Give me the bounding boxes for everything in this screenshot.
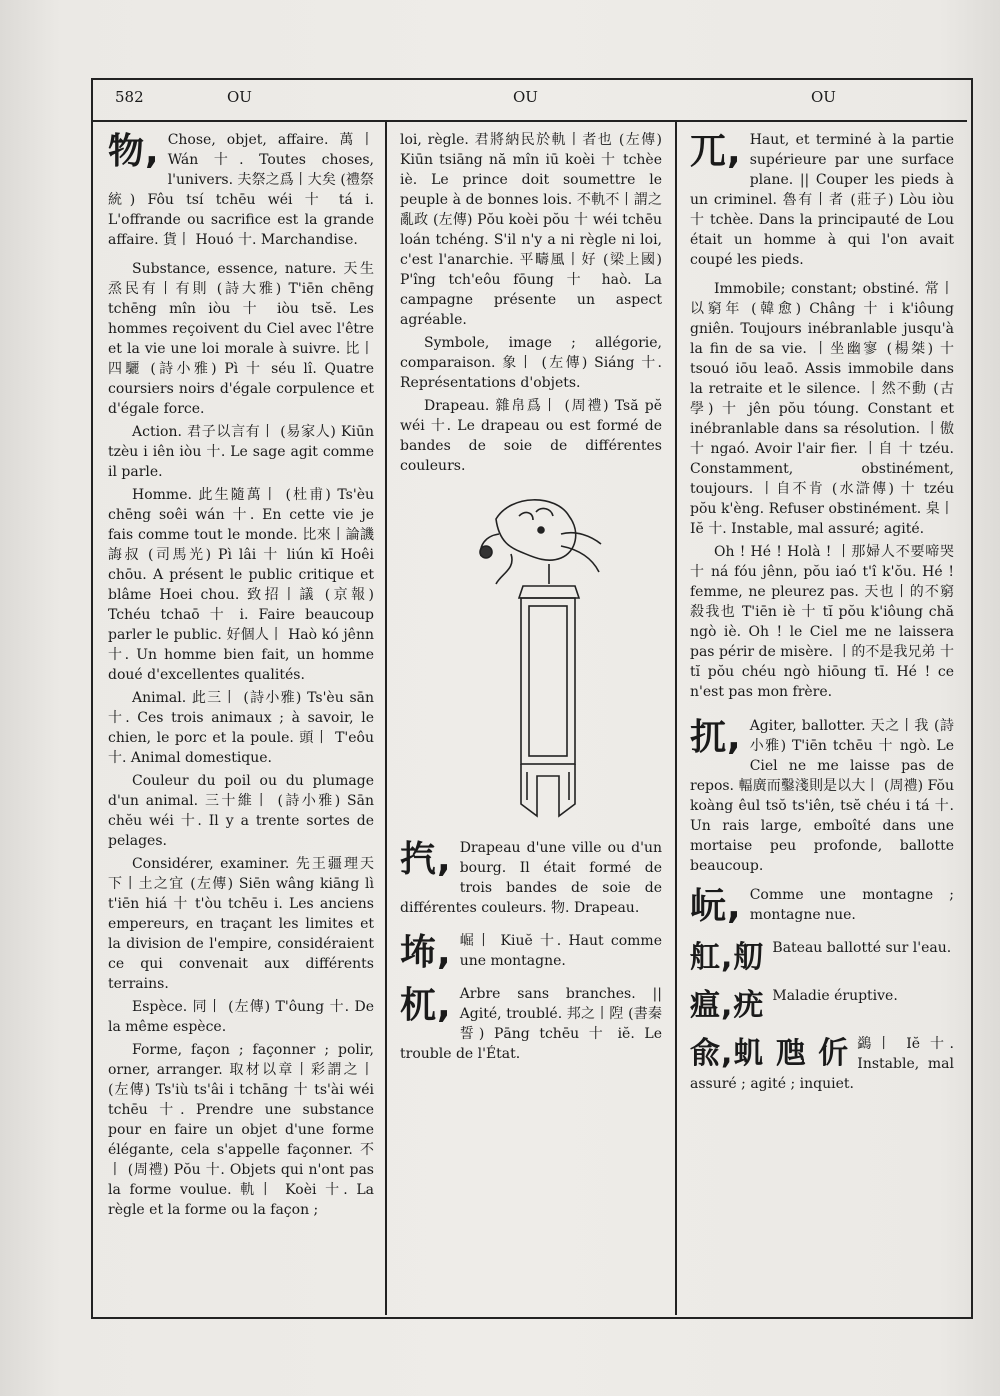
head-character: 扤, [690,717,742,758]
head-character: 兀, [690,131,742,172]
head-character: 㧉, [400,839,452,880]
entry-paragraph: Symbole, image ; allégorie, comparaison. 象丨 (左傳) Siáng 十. Représentations d'objets. [400,335,662,391]
head-character: 瘟,疣 [690,988,765,1023]
entry-paragraph: Oh ! Hé ! Holà ! 丨那婦人不要啼哭 十 ná fóu jênn, pŏu iaó t'î k'ŏu. Hé ! femme, ne pleurez pas. 天也丨的不窮殺我也 T'iēn iè 十 tĭ pŏu k'iôung chă ngò iè. Oh ! le Ciel me ne laissera pas périr de misère. 丨的不是我兄弟 十 tĭ pŏu chéu ngò hiōung tī. Hé ! ce n'est pas mon frère. [690,544,954,700]
dictionary-entry [690,938,954,976]
dictionary-entry [690,885,954,928]
dictionary-entry [400,931,662,974]
entry-paragraph: 鷁丨 Iĕ 十. Instable, mal assuré ; agité ; inquiet. [690,1036,954,1092]
entry-paragraph: Agiter, ballotter. 天之丨我 (詩小雅) T'iēn tchēu 十 ngò. Le Ciel ne me laisse pas de repos. 輻廣而鑿淺則是以大丨 (周禮) Fŏu koàng êul tsŏ ts'iên, tsĕ chéu i tá 十. Un rais large, emboîté dans une mortaise peu profonde, ballotte beaucoup. [690,718,954,874]
entry-paragraph: Haut, et terminé à la partie supérieure par une surface plane. || Couper les pieds à un criminel. 魯有丨者 (莊子) Lòu iòu 十 tchèe. Dans la principauté de Lou était un homme à qui l'on avait coupé les pieds. [690,132,954,268]
entry-paragraph: Bateau ballotté sur l'eau. [772,940,952,956]
entry-paragraph: Comme une montagne ; montagne nue. [749,887,954,923]
entry-paragraph: Considérer, examiner. 先王疆理天下丨土之宜 (左傳) Siēn wâng kiāng lì t'iēn hiá 十 t'òu tchēu i. Les anciens empereurs, en traçant les limites et la division de l'empire, considéraient ce qui convenait aux différents terrains. [108,856,374,992]
page-number: 582 [115,88,144,106]
entry-paragraph: 崛丨 Kiuĕ 十. Haut comme une montagne. [459,933,662,969]
entry-paragraph: Chose, objet, affaire. 萬丨 Wán 十. Toutes choses, l'univers. 夫祭之爲丨大矣 (禮祭統) Fôu tsí tchēu wéi 十 tá i. L'offrande ou sacrifice est la grande affaire. 貨丨 Houó 十. Marchandise. [108,132,374,248]
head-character: 物, [108,131,160,172]
dictionary-entry [690,130,954,273]
dictionary-entry [108,130,374,253]
entry-paragraph: loi, règle. 君將納民於軌丨者也 (左傳) Kiūn tsiāng nă mîn iū koèi 十 tchèe iè. Le prince doit soumettre le peuple à de bonnes lois. 不軌不丨謂之亂政 (左傳) Pŏu koèi pŏu 十 wéi tchēu loán tchéng. S'il n'y a ni règle ni loi, c'est l'anarchie. 平疇風丨好 (梁上國) P'îng tch'eôu fōung 十 haò. La campagne présente un aspect agréable. [400,132,662,328]
entry-paragraph: Arbre sans branches. || Agité, troublé. 邦之丨隉 (書秦誓) Pāng tchēu 十 iĕ. Le trouble de l'État. [400,986,662,1062]
dictionary-entry [690,1034,954,1097]
dragon-banner-illustration [441,494,621,824]
dragon-banner-icon [441,494,621,824]
entry-paragraph: Substance, essence, nature. 天生烝民有丨有則 (詩大雅) T'iēn chēng tchēng mîn iòu 十 iòu tsĕ. Les hommes reçoivent du Ciel avec l'être et la vie une loi morale à suivre. 比丨四驪 (詩小雅) Pì 十 séu lî. Quatre coursiers noirs d'égale corpulence et d'égale force. [108,261,374,417]
head-character: 舡,舠 [690,940,765,975]
column-3 [690,130,954,1305]
column-1 [108,130,374,1305]
head-character: 㘵, [400,932,452,973]
entry-paragraph: Drapeau d'une ville ou d'un bourg. Il était formé de trois bandes de soie de différentes couleurs. 物. Drapeau. [400,840,662,916]
entry-paragraph: Animal. 此三丨 (詩小雅) Ts'èu sān 十. Ces trois animaux ; à savoir, le chien, le porc et la poule. 頭丨 T'eôu 十. Animal domestique. [108,690,374,766]
entry-paragraph: Maladie éruptive. [772,988,898,1004]
entry-paragraph: Drapeau. 雜帛爲丨 (周禮) Tsă pĕ wéi 十. Le drapeau ou est formé de bandes de soie de différentes couleurs. [400,398,662,474]
entry-paragraph: Action. 君子以言有丨 (易家人) Kiūn tzèu i iên iòu 十. Le sage agit comme il parle. [108,424,374,480]
entry-paragraph: Forme, façon ; façonner ; polir, orner, arranger. 取材以章丨彩謂之丨 (左傳) Ts'iù ts'âi i tchāng 十 ts'ài wéi tchēu 十. Prendre une substance pour en faire un objet d'une forme élégante, cela s'appelle façonner. 不丨 (周禮) Pŏu 十. Objets qui n'ont pas la forme voulue. 軌丨 Koèi 十. La règle et la forme ou la façon ; [108,1042,374,1218]
dictionary-entry [400,838,662,921]
head-character: 岏, [690,886,742,927]
header-center-keyword: OU [513,88,538,106]
entry-paragraph: Immobile; constant; obstiné. 常丨以窮年 (韓愈) Châng 十 i k'iôung gniên. Toujours inébranlable jusqu'à la fin de sa vie. 丨坐幽寥 (楊桀) 十 tsouó iōu leaō. Assis immobile dans la retraite et le silence. 丨然不動 (古學) 十 jên pŏu tóung. Constant et inébranlable dans sa résolution. 丨傲 十 ngaó. Avoir l'air fier. 丨自 十 tzéu. Constamment, obstinément, toujours. 丨自不肯 (水滸傳) 十 tzéu pŏu k'èng. Refuser obstinément. 臬丨 Iĕ 十. Instable, mal assuré; agité. [690,281,954,537]
entry-paragraph: Espèce. 同丨 (左傳) T'ôung 十. De la même espèce. [108,999,374,1035]
column-rule-2 [675,122,677,1315]
running-header [93,80,967,122]
entry-paragraph: Couleur du poil ou du plumage d'un animal. 三十維丨 (詩小雅) Sān chĕu wéi 十. Il y a trente sortes de pelages. [108,773,374,849]
dictionary-entry [690,986,954,1024]
header-left-keyword: OU [227,88,252,106]
head-character: 兪,虮 虺 伒 [690,1036,850,1071]
dictionary-entry [690,716,954,879]
column-2 [400,130,662,1305]
dictionary-entry [400,984,662,1067]
header-right-keyword: OU [811,88,836,106]
head-character: 杌, [400,985,452,1026]
entry-paragraph: Homme. 此生隨萬丨 (杜甫) Ts'èu chēng soêi wán 十. En cette vie je fais comme tout le monde. 比來丨論譏誨叔 (司馬光) Pì lâi 十 liún kī Hoêi chōu. A présent le public critique et blâme Hoei chou. 致招丨議 (京報) Tchéu tchaō 十 i. Faire beaucoup parler le public. 好個人丨 Haò kó jênn 十. Un homme bien fait, un homme doué d'excellentes qualités. [108,487,374,683]
column-rule-1 [385,122,387,1315]
